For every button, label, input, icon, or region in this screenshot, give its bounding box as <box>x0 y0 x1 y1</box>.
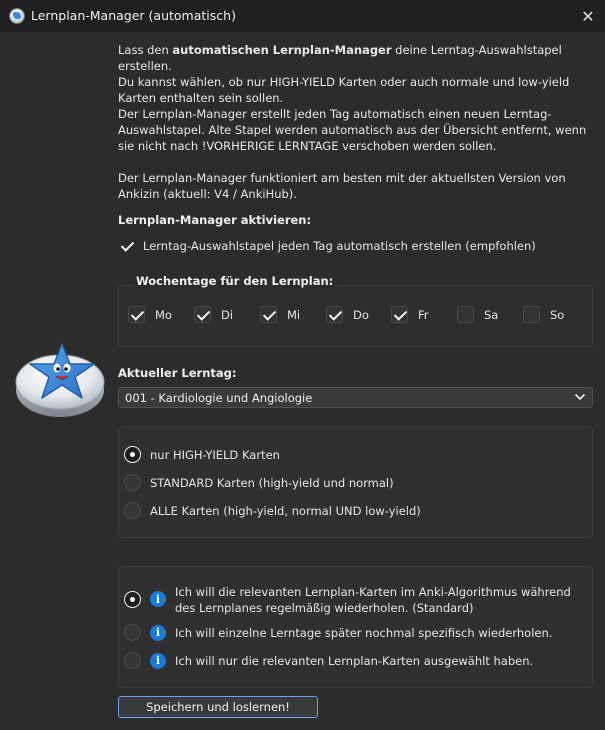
title-bar <box>0 0 605 32</box>
card-type-high-yield-radio[interactable] <box>124 446 141 463</box>
repeat-mode-standard-label: Ich will die relevanten Lernplan-Karten im Anki-Algorithmus während des Lernplanes regelmäßig wiederholen. (Standard) <box>175 585 571 615</box>
intro-line-4: Der Lernplan-Manager funktioniert am besten mit der aktuellsten Version von Ankizin (aktuell: V4 / AnkiHub). <box>118 171 566 201</box>
weekday-di-checkbox[interactable] <box>194 306 211 323</box>
auto-create-checkbox[interactable] <box>118 237 135 254</box>
weekday-mo[interactable] <box>128 306 172 323</box>
repeat-mode-specific-label: Ich will einzelne Lerntage später nochmal spezifisch wiederholen. <box>175 625 553 640</box>
weekday-do[interactable] <box>326 306 369 323</box>
auto-create-checkbox-row[interactable] <box>118 237 536 254</box>
repeat-mode-selected-only-radio[interactable] <box>124 652 141 669</box>
weekday-mo-label: Mo <box>155 307 172 322</box>
weekday-mo-checkbox[interactable] <box>128 306 145 323</box>
weekday-group-label: Wochentage für den Lernplan: <box>132 274 337 288</box>
app-icon <box>9 8 25 24</box>
weekday-mi[interactable] <box>260 306 300 323</box>
current-day-label: Aktueller Lerntag: <box>118 366 237 380</box>
activate-label: Lernplan-Manager aktivieren: <box>118 213 312 227</box>
info-icon: i <box>150 591 166 607</box>
weekday-fr-label: Fr <box>418 307 429 322</box>
card-type-standard[interactable] <box>124 474 394 491</box>
repeat-mode-selected-only[interactable] <box>124 652 533 669</box>
weekday-mi-label: Mi <box>287 307 301 322</box>
card-type-all-label: ALLE Karten (high-yield, normal UND low-yield) <box>150 503 421 518</box>
intro-line-1-bold: automatischen Lernplan-Manager <box>172 43 392 57</box>
weekday-do-label: Do <box>353 307 369 322</box>
weekday-so-checkbox[interactable] <box>523 306 540 323</box>
weekday-do-checkbox[interactable] <box>326 306 343 323</box>
card-type-standard-label: STANDARD Karten (high-yield und normal) <box>150 475 394 490</box>
info-icon: i <box>150 625 166 641</box>
ankizin-star-logo <box>14 338 110 422</box>
card-type-all[interactable] <box>124 502 421 519</box>
card-type-high-yield[interactable] <box>124 446 280 463</box>
repeat-mode-specific[interactable] <box>124 624 552 641</box>
chevron-down-icon <box>574 391 586 403</box>
current-day-value: 001 - Kardiologie und Angiologie <box>125 390 313 405</box>
info-icon: i <box>150 653 166 669</box>
weekday-so[interactable] <box>523 306 564 323</box>
weekday-di[interactable] <box>194 306 233 323</box>
weekday-sa-checkbox[interactable] <box>457 306 474 323</box>
weekday-fr[interactable] <box>391 306 429 323</box>
close-button[interactable]: ✕ <box>581 6 595 26</box>
weekday-sa[interactable] <box>457 306 498 323</box>
repeat-mode-standard-radio[interactable] <box>124 591 141 608</box>
card-type-high-yield-label: nur HIGH-YIELD Karten <box>150 447 280 462</box>
auto-create-checkbox-label: Lerntag-Auswahlstapel jeden Tag automatisch erstellen (empfohlen) <box>143 238 536 253</box>
intro-line-1-suffix: deine Lerntag-Auswahlstapel erstellen. <box>118 43 562 73</box>
weekday-sa-label: Sa <box>484 307 499 322</box>
weekday-di-label: Di <box>221 307 234 322</box>
intro-line-2: Du kannst wählen, ob nur HIGH-YIELD Karten oder auch normale und low-yield Karten enthalten sein sollen. <box>118 75 570 105</box>
intro-line-1-prefix: Lass den <box>118 43 173 57</box>
current-day-select[interactable] <box>118 387 593 408</box>
intro-line-1 <box>118 42 598 74</box>
save-button[interactable]: Speichern und loslernen! <box>118 696 318 718</box>
repeat-mode-selected-only-label: Ich will nur die relevanten Lernplan-Karten ausgewählt haben. <box>175 653 534 668</box>
weekday-mi-checkbox[interactable] <box>260 306 277 323</box>
weekday-so-label: So <box>550 307 565 322</box>
weekday-fr-checkbox[interactable] <box>391 306 408 323</box>
window-title: Lernplan-Manager (automatisch) <box>31 8 236 23</box>
repeat-mode-specific-radio[interactable] <box>124 624 141 641</box>
intro-line-3: Der Lernplan-Manager erstellt jeden Tag automatisch einen neuen Lerntag-Auswahlstapel. Alte Stapel werden automatisch aus der Übersicht entfernt, wenn sie nicht nach !VORHERIGE LERNTAGE verschoben werden sollen. <box>118 107 587 153</box>
repeat-mode-standard[interactable] <box>124 584 584 616</box>
card-type-standard-radio[interactable] <box>124 474 141 491</box>
card-type-all-radio[interactable] <box>124 502 141 519</box>
intro-text <box>118 42 598 202</box>
